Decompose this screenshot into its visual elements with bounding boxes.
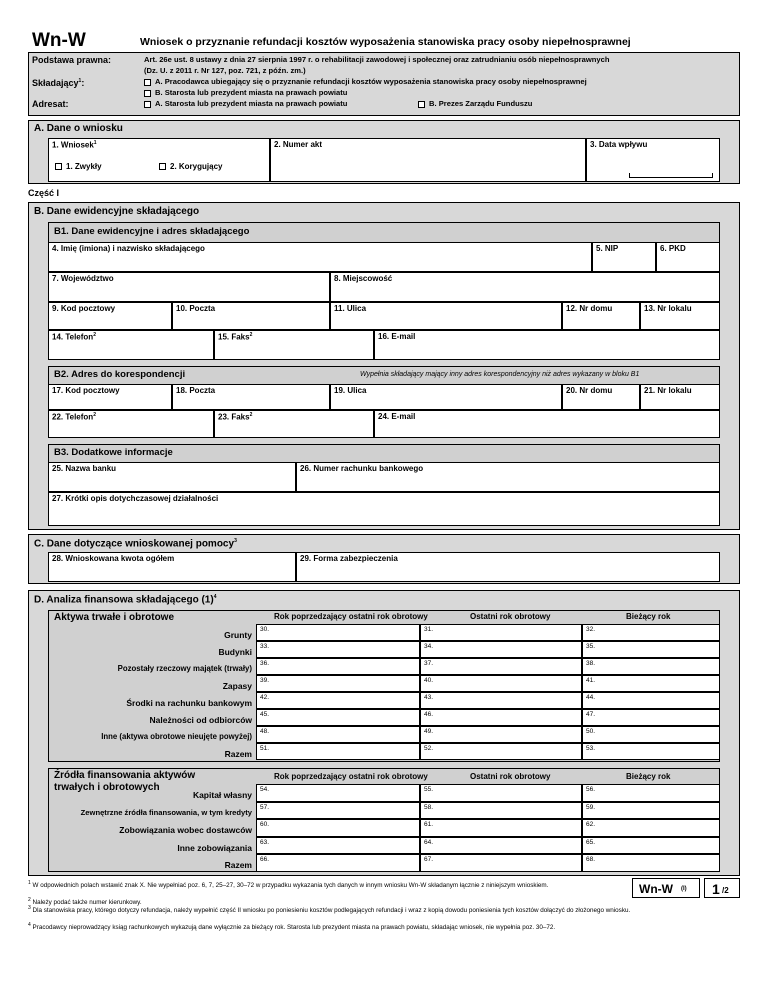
field-number: 42. <box>260 694 270 701</box>
amount-field[interactable] <box>420 624 582 641</box>
checkbox-icon[interactable] <box>418 101 425 108</box>
field-number: 31. <box>424 626 434 633</box>
row-label: Grunty <box>224 630 252 640</box>
field-24-email[interactable]: 24. E-mail <box>374 410 720 438</box>
field-20-nr-domu[interactable]: 20. Nr domu <box>562 384 640 410</box>
applicant-option-b[interactable]: B. Starosta lub prezydent miasta na prawach powiatu <box>144 88 347 97</box>
footnote-4: $^4$ Pracodawcy nieprowadzący ksiąg rachunkowych wykazują dane wyłącznie za bieżący rok. Starosta lub prezydent miasta na prawach powiatu, składając wniosek, nie wypełnia poz. 30–72. <box>28 922 556 932</box>
amount-field[interactable] <box>420 675 582 692</box>
field-number: 56. <box>586 786 596 793</box>
form-badge: Wn-W (I) <box>632 878 700 898</box>
amount-field[interactable] <box>582 819 720 837</box>
field-6-pkd[interactable]: 6. PKD <box>656 242 720 272</box>
field-number: 67. <box>424 856 434 863</box>
field-number: 41. <box>586 677 596 684</box>
row-label: Budynki <box>218 647 252 657</box>
field-number: 46. <box>424 711 434 718</box>
row-label: Zapasy <box>222 681 252 691</box>
amount-field[interactable] <box>256 837 420 855</box>
footnote-1: $^1$ W odpowiednich polach wstawić znak X. Nie wypełniać poz. 6, 7, 25–27, 30–72 w przypadku wykazania tych danych w innym wniosku Wn-W składanym łącznie z niniejszym wnioskiem. <box>28 880 549 890</box>
amount-field[interactable] <box>256 658 420 675</box>
assets-col-prev: Rok poprzedzający ostatni rok obrotowy <box>274 612 428 621</box>
date-comb <box>629 173 713 178</box>
field-number: 32. <box>586 626 596 633</box>
field-17-kod-pocztowy[interactable]: 17. Kod pocztowy <box>48 384 172 410</box>
b2-title: B2. Adres do korespondencji <box>54 369 186 380</box>
amount-field[interactable] <box>582 692 720 709</box>
option-zwykly[interactable]: 1. Zwykły <box>55 162 102 171</box>
part-1-title: Część I <box>28 188 60 198</box>
field-number: 48. <box>260 728 270 735</box>
field-number: 54. <box>260 786 270 793</box>
field-3-data-wplywu[interactable]: 3. Data wpływu <box>586 138 720 182</box>
amount-field[interactable] <box>582 726 720 743</box>
amount-field[interactable] <box>420 819 582 837</box>
amount-field[interactable] <box>256 641 420 658</box>
amount-field[interactable] <box>582 624 720 641</box>
section-d-title: D. Analiza finansowa składającego $(1)^4$ <box>34 594 217 606</box>
row-label: Inne (aktywa obrotowe nieujęte powyżej) <box>101 732 252 741</box>
row-label: Zobowiązania wobec dostawców <box>119 825 252 835</box>
row-label: Razem <box>224 860 252 870</box>
assets-col-last: Ostatni rok obrotowy <box>470 612 551 621</box>
b1-title: B1. Dane ewidencyjne i adres składającego <box>54 226 250 237</box>
amount-field[interactable] <box>582 743 720 760</box>
legal-basis-text-2: (Dz. U. z 2011 r. Nr 127, poz. 721, z późn. zm.) <box>144 66 306 75</box>
amount-field[interactable] <box>256 709 420 726</box>
amount-field[interactable] <box>582 802 720 820</box>
amount-field[interactable] <box>420 837 582 855</box>
amount-field[interactable] <box>256 854 420 872</box>
field-10-poczta[interactable]: 10. Poczta <box>172 302 330 330</box>
field-number: 35. <box>586 643 596 650</box>
amount-field[interactable] <box>582 854 720 872</box>
field-number: 43. <box>424 694 434 701</box>
amount-field[interactable] <box>582 837 720 855</box>
sources-title-1: Źródła finansowania aktywów <box>54 770 196 781</box>
field-number: 57. <box>260 803 270 811</box>
amount-field[interactable] <box>420 802 582 820</box>
amount-field[interactable] <box>420 854 582 872</box>
field-number: 44. <box>586 694 596 701</box>
row-label: Inne zobowiązania <box>177 842 252 853</box>
amount-field[interactable] <box>582 675 720 692</box>
amount-field[interactable] <box>256 784 420 802</box>
field-2-numer-akt[interactable]: 2. Numer akt <box>270 138 586 182</box>
field-number: 38. <box>586 660 596 667</box>
field-22-telefon[interactable]: 22. Telefon$^2$ <box>48 410 214 438</box>
field-1-wniosek: 1. Wniosek$^1$ 1. Zwykły 2. Korygujący <box>48 138 270 182</box>
field-19-ulica[interactable]: 19. Ulica <box>330 384 562 410</box>
field-number: 58. <box>424 803 434 811</box>
field-number: 33. <box>260 643 270 650</box>
checkbox-icon[interactable] <box>55 163 62 170</box>
field-4-name[interactable]: 4. Imię (imiona) i nazwisko składającego <box>48 242 592 272</box>
field-number: 40. <box>424 677 434 684</box>
section-b-title: B. Dane ewidencyjne składającego <box>34 206 200 217</box>
row-label: Środki na rachunku bankowym <box>126 698 252 708</box>
field-26-numer-rachunku[interactable]: 26. Numer rachunku bankowego <box>296 462 720 492</box>
form-title: Wniosek o przyznanie refundacji kosztów wyposażenia stanowiska pracy osoby niepełnosprawnej <box>140 36 631 48</box>
field-number: 65. <box>586 838 596 846</box>
amount-field[interactable] <box>420 726 582 743</box>
section-a-title: A. Dane o wniosku <box>34 123 123 134</box>
field-number: 37. <box>424 660 434 667</box>
row-label: Zewnętrzne źródła finansowania, w tym kredyty <box>80 807 252 817</box>
field-number: 39. <box>260 677 270 684</box>
field-7-wojewodztwo[interactable]: 7. Województwo <box>48 272 330 302</box>
applicant-label: Składający$^1$: <box>32 78 85 88</box>
assets-col-current: Bieżący rok <box>626 612 671 621</box>
amount-field[interactable] <box>256 819 420 837</box>
field-number: 68. <box>586 856 596 863</box>
field-number: 53. <box>586 745 596 752</box>
field-number: 45. <box>260 711 270 718</box>
field-11-ulica[interactable]: 11. Ulica <box>330 302 562 330</box>
field-number: 59. <box>586 803 596 811</box>
field-8-miejscowosc[interactable]: 8. Miejscowość <box>330 272 720 302</box>
b3-title: B3. Dodatkowe informacje <box>54 447 173 458</box>
checkbox-icon[interactable] <box>144 90 151 97</box>
field-number: 61. <box>424 821 434 828</box>
amount-field[interactable] <box>256 675 420 692</box>
amount-field[interactable] <box>582 784 720 802</box>
field-number: 47. <box>586 711 596 718</box>
field-5-nip[interactable]: 5. NIP <box>592 242 656 272</box>
amount-field[interactable] <box>256 726 420 743</box>
amount-field[interactable] <box>420 709 582 726</box>
field-number: 52. <box>424 745 434 752</box>
field-28-kwota[interactable]: 28. Wnioskowana kwota ogółem <box>48 552 296 582</box>
addressee-label: Adresat: <box>32 99 69 109</box>
field-13-nr-lokalu[interactable]: 13. Nr lokalu <box>640 302 720 330</box>
legal-basis-text: Art. 26e ust. 8 ustawy z dnia 27 sierpnia 1997 r. o rehabilitacji zawodowej i społecznej oraz zatrudnianiu osób niepełnosprawnych <box>144 55 610 64</box>
field-23-faks[interactable]: 23. Faks$^2$ <box>214 410 374 438</box>
sources-col-current: Bieżący rok <box>626 772 671 781</box>
row-label: Razem <box>224 749 252 759</box>
field-27-opis-dzialalnosci[interactable]: 27. Krótki opis dotychczasowej działalności <box>48 492 720 526</box>
field-25-nazwa-banku[interactable]: 25. Nazwa banku <box>48 462 296 492</box>
applicant-option-a[interactable]: A. Pracodawca ubiegający się o przyznanie refundacji kosztów wyposażenia stanowiska pracy osoby niepełnosprawnej <box>144 77 587 86</box>
field-number: 51. <box>260 745 270 752</box>
field-number: 63. <box>260 838 270 846</box>
field-18-poczta[interactable]: 18. Poczta <box>172 384 330 410</box>
checkbox-icon[interactable] <box>144 101 151 108</box>
field-15-faks[interactable]: 15. Faks$^2$ <box>214 330 374 360</box>
sources-col-prev: Rok poprzedzający ostatni rok obrotowy <box>274 772 428 781</box>
sources-title-2: trwałych i obrotowych <box>54 782 160 793</box>
amount-field[interactable] <box>420 658 582 675</box>
amount-field[interactable] <box>420 743 582 760</box>
field-14-telefon[interactable]: 14. Telefon$^2$ <box>48 330 214 360</box>
section-c-title: C. Dane dotyczące wnioskowanej pomocy$^3$ <box>34 538 237 550</box>
legal-basis-label: Podstawa prawna: <box>32 55 112 65</box>
field-9-kod-pocztowy[interactable]: 9. Kod pocztowy <box>48 302 172 330</box>
checkbox-icon[interactable] <box>159 163 166 170</box>
checkbox-icon[interactable] <box>144 79 151 86</box>
addressee-option-a[interactable]: A. Starosta lub prezydent miasta na prawach powiatu <box>144 99 347 108</box>
addressee-option-b[interactable]: B. Prezes Zarządu Funduszu <box>418 99 532 108</box>
amount-field[interactable] <box>582 641 720 658</box>
field-number: 50. <box>586 728 596 735</box>
footnote-2: $^2$ Należy podać także numer kierunkowy. <box>28 897 142 907</box>
option-korygujacy[interactable]: 2. Korygujący <box>159 162 222 171</box>
field-number: 55. <box>424 786 434 793</box>
field-number: 36. <box>260 660 270 667</box>
sources-col-last: Ostatni rok obrotowy <box>470 772 551 781</box>
amount-field[interactable] <box>256 692 420 709</box>
amount-field[interactable] <box>256 624 420 641</box>
field-12-nr-domu[interactable]: 12. Nr domu <box>562 302 640 330</box>
amount-field[interactable] <box>420 784 582 802</box>
field-number: 64. <box>424 838 434 846</box>
field-number: 34. <box>424 643 434 650</box>
amount-field[interactable] <box>256 743 420 760</box>
row-label: Kapitał własny <box>192 790 252 800</box>
field-16-email[interactable]: 16. E-mail <box>374 330 720 360</box>
amount-field[interactable] <box>420 692 582 709</box>
field-21-nr-lokalu[interactable]: 21. Nr lokalu <box>640 384 720 410</box>
field-29-zabezpieczenie[interactable]: 29. Forma zabezpieczenia <box>296 552 720 582</box>
field-number: 66. <box>260 856 270 863</box>
field-number: 49. <box>424 728 434 735</box>
amount-field[interactable] <box>256 802 420 820</box>
row-label: Pozostały rzeczowy majątek (trwały) <box>117 664 252 673</box>
form-code: Wn-W <box>32 30 86 51</box>
field-number: 30. <box>260 626 270 633</box>
field-number: 62. <box>586 821 596 828</box>
page-number: 1 /2 <box>704 878 740 898</box>
amount-field[interactable] <box>582 658 720 675</box>
b2-note: Wypełnia składający mający inny adres korespondencyjny niż adres wykazany w bloku B1 <box>360 371 640 378</box>
field-number: 60. <box>260 821 270 828</box>
amount-field[interactable] <box>582 709 720 726</box>
assets-title: Aktywa trwałe i obrotowe <box>54 612 175 623</box>
footnote-3: $^3$ Dla stanowiska pracy, którego dotyczy refundacja, należy wypełnić część II wniosku po poniesieniu kosztów podlegających refundacji i wraz z kopią dowodu poniesienia tych kosztów dołączyć do złożonego wniosku. <box>28 905 631 915</box>
row-label: Należności od odbiorców <box>149 715 252 725</box>
amount-field[interactable] <box>420 641 582 658</box>
